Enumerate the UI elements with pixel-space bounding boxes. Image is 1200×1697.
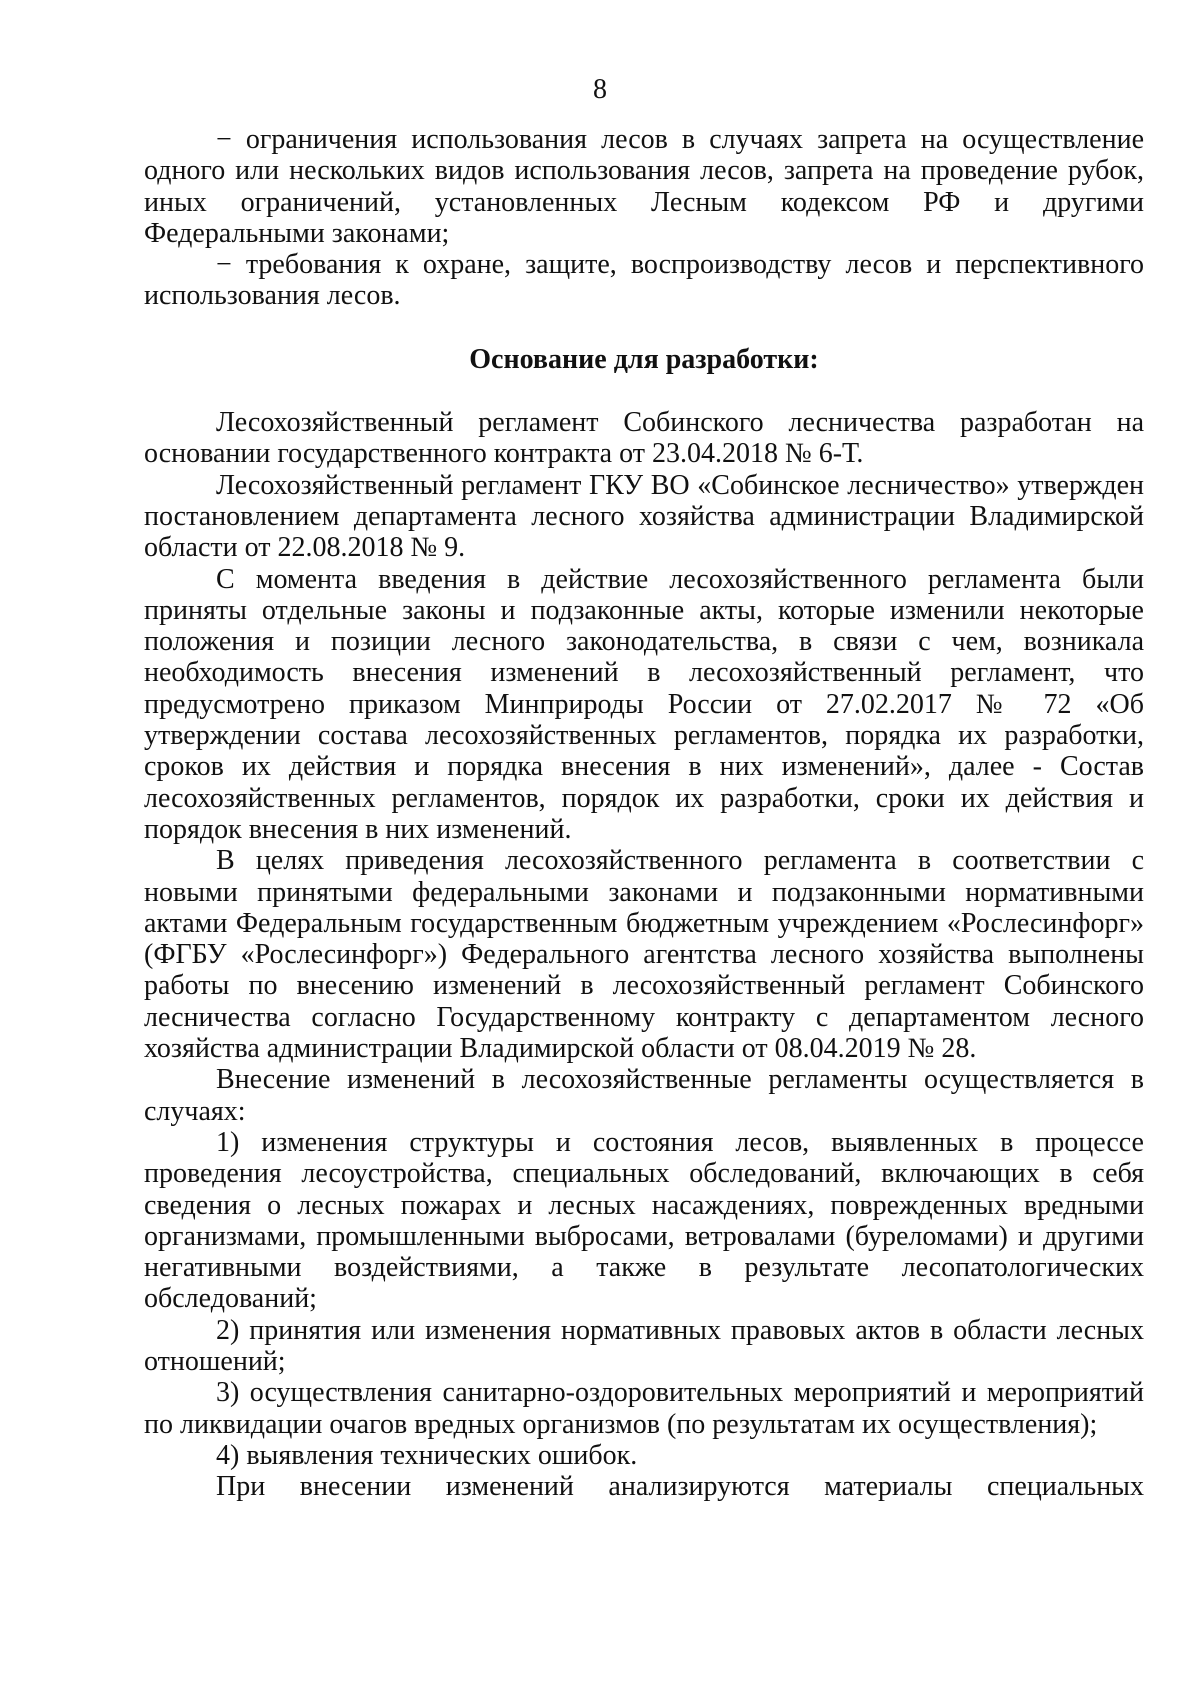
- restriction-item: − ограничения использования лесов в случаях запрета на осуществление одного или нескольких видов использования лесов, запрета на проведение рубок, иных ограничений, установленных Лесным кодексом РФ и другими Федеральными законами;: [144, 124, 1144, 249]
- closing-line-text: При внесении изменений анализируются материалы специальных: [216, 1471, 1144, 1503]
- page-number: 8: [593, 74, 607, 105]
- list-item-technical-errors: 4) выявления технических ошибок.: [216, 1439, 638, 1471]
- list-item-sanitary-measures: 3) осуществления санитарно-оздоровительных мероприятий и мероприятий по ликвидации очагов вредных организмов (по результатам их осуществления);: [144, 1377, 1144, 1440]
- paragraph-rosleinforg-works: В целях приведения лесохозяйственного регламента в соответствии с новыми принятыми федеральными законами и подзаконными нормативными актами Федеральным государственным бюджетным учреждением «Рослесинфорг» (ФГБУ «Рослесинфорг») Федерального агентства лесного хозяйства выполнены работы по внесению изменений в лесохозяйственный регламент Собинского лесничества согласно Государственному контракту с департаментом лесного хозяйства администрации Владимирской области от 08.04.2019 № 28.: [144, 845, 1144, 1065]
- section-heading: Основание для разработки:: [469, 343, 819, 375]
- closing-line: [144, 1471, 1144, 1502]
- paragraph-legislation-changes: С момента введения в действие лесохозяйственного регламента были приняты отдельные законы и подзаконные акты, которые изменили некоторые положения и позиции лесного законодательства, в связи с чем, возникала необходимость внесения изменений в лесохозяйственный регламент, что предусмотрено приказом Минприроды России от 27.02.2017 № 72 «Об утверждении состава лесохозяйственных регламентов, порядка их разработки, сроков их действия и порядка внесения в них изменений», далее - Состав лесохозяйственных регламентов, порядок их разработки, сроки их действия и порядок внесения в них изменений.: [144, 563, 1144, 845]
- paragraph-contract: Лесохозяйственный регламент Собинского лесничества разработан на основании государственного контракта от 23.04.2018 № 6-Т.: [144, 407, 1144, 470]
- list-item-legal-acts: 2) принятия или изменения нормативных правовых актов в области лесных отношений;: [144, 1314, 1144, 1377]
- list-item-forest-structure: 1) изменения структуры и состояния лесов, выявленных в процессе проведения лесоустройства, специальных обследований, включающих в себя сведения о лесных пожарах и лесных насаждениях, поврежденных вредными организмами, промышленными выбросами, ветровалами (буреломами) и другими негативными воздействиями, а также в результате лесопатологических обследований;: [144, 1126, 1144, 1315]
- document-body: [144, 124, 1144, 1502]
- paragraph-approval: Лесохозяйственный регламент ГКУ ВО «Собинское лесничество» утвержден постановлением департамента лесного хозяйства администрации Владимирской области от 22.08.2018 № 9.: [144, 469, 1144, 564]
- requirements-item: − требования к охране, защите, воспроизводству лесов и перспективного использования лесов.: [144, 249, 1144, 312]
- paragraph-amendment-cases: Внесение изменений в лесохозяйственные регламенты осуществляется в случаях:: [144, 1064, 1144, 1127]
